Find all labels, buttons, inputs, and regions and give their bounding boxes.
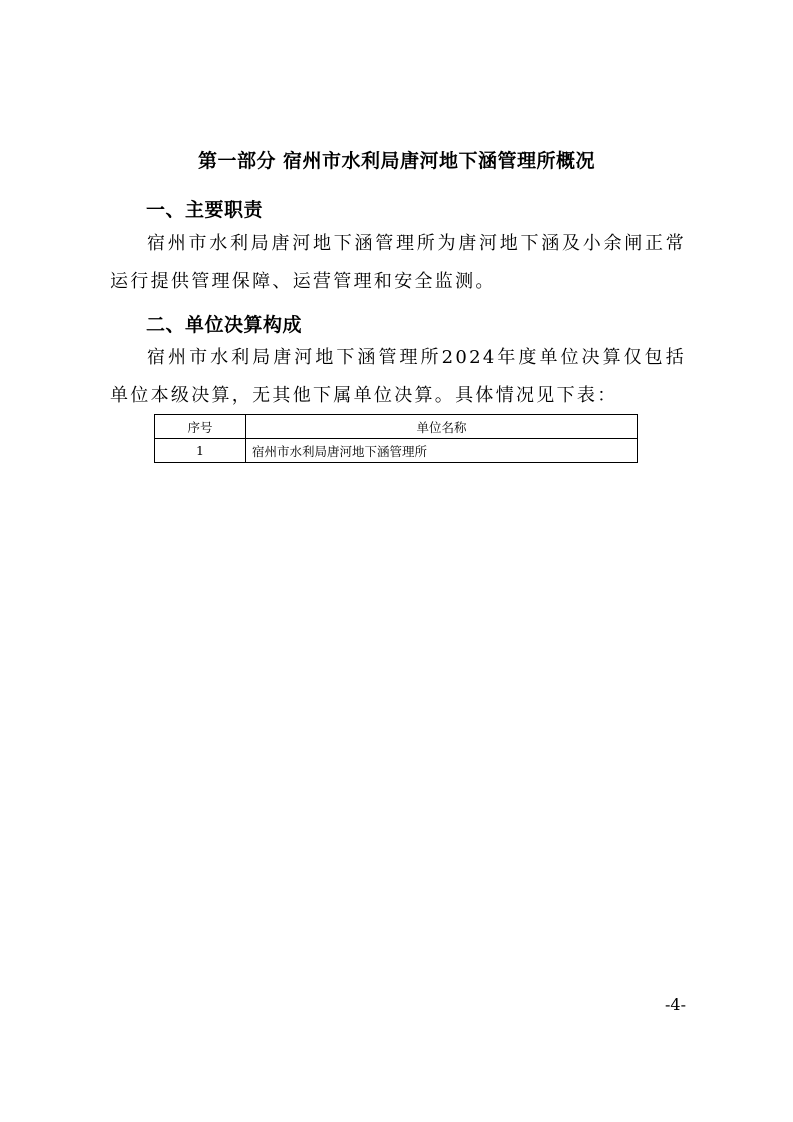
section-heading-duties: 一、主要职责 (146, 199, 264, 221)
page-number: -4- (665, 995, 686, 1014)
section-heading-composition: 二、单位决算构成 (146, 314, 303, 336)
table-cell-index: 1 (155, 439, 246, 463)
table-header-row (155, 415, 638, 439)
table-row (155, 439, 638, 463)
page-title: 第一部分 宿州市水利局唐河地下涵管理所概况 (197, 150, 596, 172)
table-header-index: 序号 (155, 415, 246, 439)
table-header-unit-name: 单位名称 (246, 415, 638, 439)
section-paragraph-composition: 宿州市水利局唐河地下涵管理所2024年度单位决算仅包括单位本级决算，无其他下属单位决算。具体情况见下表： (110, 347, 686, 406)
units-table (154, 414, 638, 463)
section-paragraph-duties: 宿州市水利局唐河地下涵管理所为唐河地下涵及小余闸正常运行提供管理保障、运营管理和安全监测。 (110, 233, 686, 292)
table-cell-unit-name: 宿州市水利局唐河地下涵管理所 (246, 439, 638, 463)
